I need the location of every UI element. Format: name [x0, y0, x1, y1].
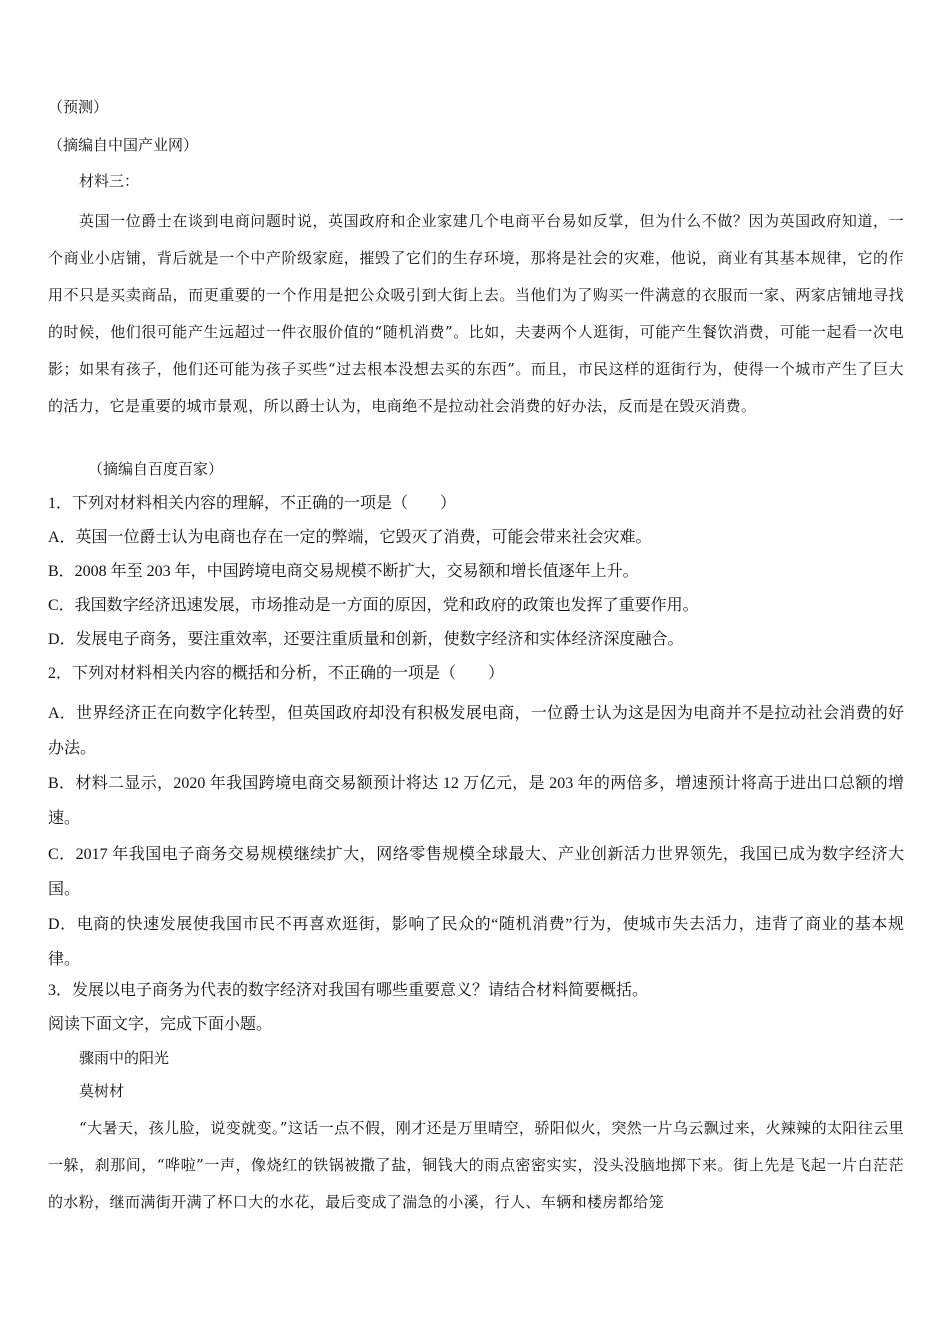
question-1-option-c: C．我国数字经济迅速发展，市场推动是一方面的原因，党和政府的政策也发挥了重要作用。 — [48, 597, 699, 614]
question-2-option-d: D．电商的快速发展使我国市民不再喜欢逛街，影响了民众的“随机消费”行为，使城市失去活力，违背了商业的基本规律。 — [48, 916, 904, 968]
story-author: 莫树材 — [79, 1082, 125, 1100]
forecast-note: （预测） — [48, 98, 109, 116]
story-paragraph: “大暑天，孩儿脸，说变就变。”这话一点不假，刚才还是万里晴空，骄阳似火，突然一片乌云飘过来，火辣辣的太阳往云里一躲，刹那间，“哗啦”一声，像烧红的铁锅被撒了盐，铜钱大的雨点密密实实，没头没脑地掷下来。街上先是飞起一片白茫茫的水粉，继而满街开满了杯口大的水花，最后变成了湍急的小溪，行人、车辆和楼房都给笼 — [48, 1119, 904, 1211]
reading-instruction: 阅读下面文字，完成下面小题。 — [48, 1016, 273, 1033]
source-note-baidu: （摘编自百度百家） — [88, 460, 224, 478]
question-2-option-b: B．材料二显示，2020 年我国跨境电商交易额预计将达 12 万亿元，是 203 年的两倍多，增速预计将高于进出口总额的增速。 — [48, 775, 904, 827]
question-3-stem: 3．发展以电子商务为代表的数字经济对我国有哪些重要意义？请结合材料简要概括。 — [48, 982, 649, 999]
question-1-option-d: D．发展电子商务，要注重效率，还要注重质量和创新，使数字经济和实体经济深度融合。 — [48, 631, 684, 648]
question-2-option-c: C．2017 年我国电子商务交易规模继续扩大，网络零售规模全球最大、产业创新活力世界领先，我国已成为数字经济大国。 — [48, 846, 904, 898]
question-1-option-a: A．英国一位爵士认为电商也存在一定的弊端，它毁灭了消费，可能会带来社会灾难。 — [48, 529, 652, 546]
question-1-stem: 1．下列对材料相关内容的理解，不正确的一项是（ ） — [48, 495, 457, 512]
question-2-stem: 2．下列对材料相关内容的概括和分析，不正确的一项是（ ） — [48, 665, 505, 682]
story-title: 骤雨中的阳光 — [79, 1049, 170, 1067]
source-note-industry-net: （摘编自中国产业网） — [48, 136, 199, 154]
material-three-paragraph: 英国一位爵士在谈到电商问题时说，英国政府和企业家建几个电商平台易如反掌，但为什么不做？因为英国政府知道，一个商业小店铺，背后就是一个中产阶级家庭，摧毁了它们的生存环境，那将是社会的灾难，他说，商业有其基本规律，它的作用不只是买卖商品，而更重要的一个作用是把公众吸引到大街上去。当他们为了购买一件满意的衣服而一家、两家店铺地寻找的时候，他们很可能产生远超过一件衣服价值的“随机消费”。比如，夫妻两个人逛街，可能产生餐饮消费，可能一起看一次电影；如果有孩子，他们还可能为孩子买些“过去根本没想去买的东西”。而且，市民这样的逛街行为，使得一个城市产生了巨大的活力，它是重要的城市景观，所以爵士认为，电商绝不是拉动社会消费的好办法，反而是在毁灭消费。 — [48, 212, 904, 415]
question-1-option-b: B．2008 年至 203 年，中国跨境电商交易规模不断扩大，交易额和增长值逐年上升。 — [48, 563, 639, 580]
question-2-option-a: A．世界经济正在向数字化转型，但英国政府却没有积极发展电商，一位爵士认为这是因为电商并不是拉动社会消费的好办法。 — [48, 705, 904, 757]
material-three-heading: 材料三： — [79, 172, 140, 190]
